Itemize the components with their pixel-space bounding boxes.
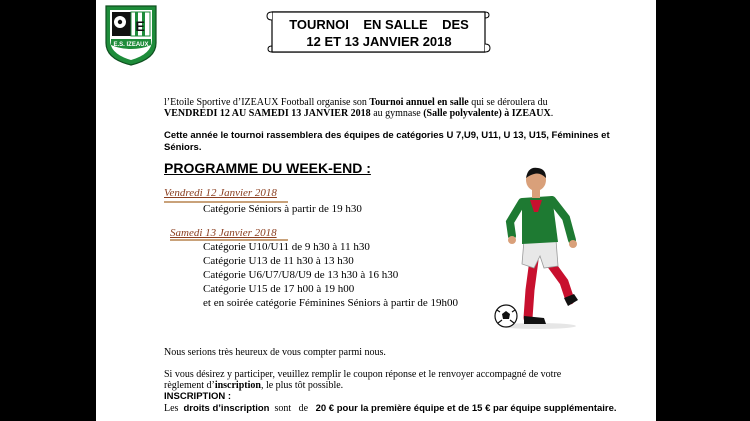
intro-venue: (Salle polyvalente) à IZEAUX [423,108,551,119]
fee-amounts: 20 € pour la première équipe et de 15 € par équipe supplémentaire. [315,403,617,414]
closing-happy: Nous serions très heureux de vous compter parmi nous. [164,347,386,358]
friday-label: Vendredi 12 Janvier 2018 [164,187,277,199]
football-player-illustration [494,160,586,332]
fee-droits: droits d’inscription [183,403,270,414]
categories-line-2: Séniors. [164,142,202,153]
inscription-fee-line [164,403,617,415]
saturday-item: et en soirée catégorie Féminines Séniors à partir de 19h00 [203,297,459,309]
closing-line-1: Si vous désirez y participer, veuillez remplir le coupon réponse et le renvoyer accompagné de votre [164,369,562,380]
intro-venue-prefix: au gymnase [370,108,424,119]
logo-initials: E [135,18,145,34]
intro-dates: VENDREDI 12 AU SAMEDI 13 JANVIER 2018 [164,108,371,119]
intro-tournament: Tournoi annuel en salle [369,97,469,108]
document-page [96,0,656,421]
banner-title [272,16,486,50]
logo-club-name: E.S. IZEAUX [113,42,149,48]
closing-soon: , le plus tôt possible. [260,380,344,391]
club-logo [102,3,160,67]
programme-title: PROGRAMME DU WEEK-END : [164,160,371,176]
saturday-item: Catégorie U15 de 17 h00 à 19 h00 [203,283,355,295]
closing-reglement: règlement d’ [164,380,215,391]
saturday-item: Catégorie U6/U7/U8/U9 de 13 h30 à 16 h30 [203,269,399,281]
saturday-item: Catégorie U13 de 11 h30 à 13 h30 [203,255,354,267]
categories-line-1: Cette année le tournoi rassemblera des équipes de catégories U 7,U9, U11, U 13, U15, Féminines et [164,130,610,141]
fee-les: Les [164,403,184,414]
intro-period: . [550,108,554,119]
saturday-item: Catégorie U10/U11 de 9 h30 à 11 h30 [203,241,370,253]
saturday-label: Samedi 13 Janvier 2018 [170,227,277,239]
intro-text: l’Etoile Sportive d’IZEAUX Football organise son [164,97,370,108]
intro-line-2 [164,108,553,120]
fee-sont-de: sont de [269,403,316,414]
inscription-label: INSCRIPTION : [164,391,232,402]
banner-line-2: 12 ET 13 JANVIER 2018 [306,34,452,49]
intro-text-end: qui se déroulera du [468,97,548,108]
banner-line-1: TOURNOI EN SALLE DES [289,17,469,32]
friday-item: Catégorie Séniors à partir de 19 h30 [203,203,362,215]
closing-inscription-word: inscription [214,380,261,391]
